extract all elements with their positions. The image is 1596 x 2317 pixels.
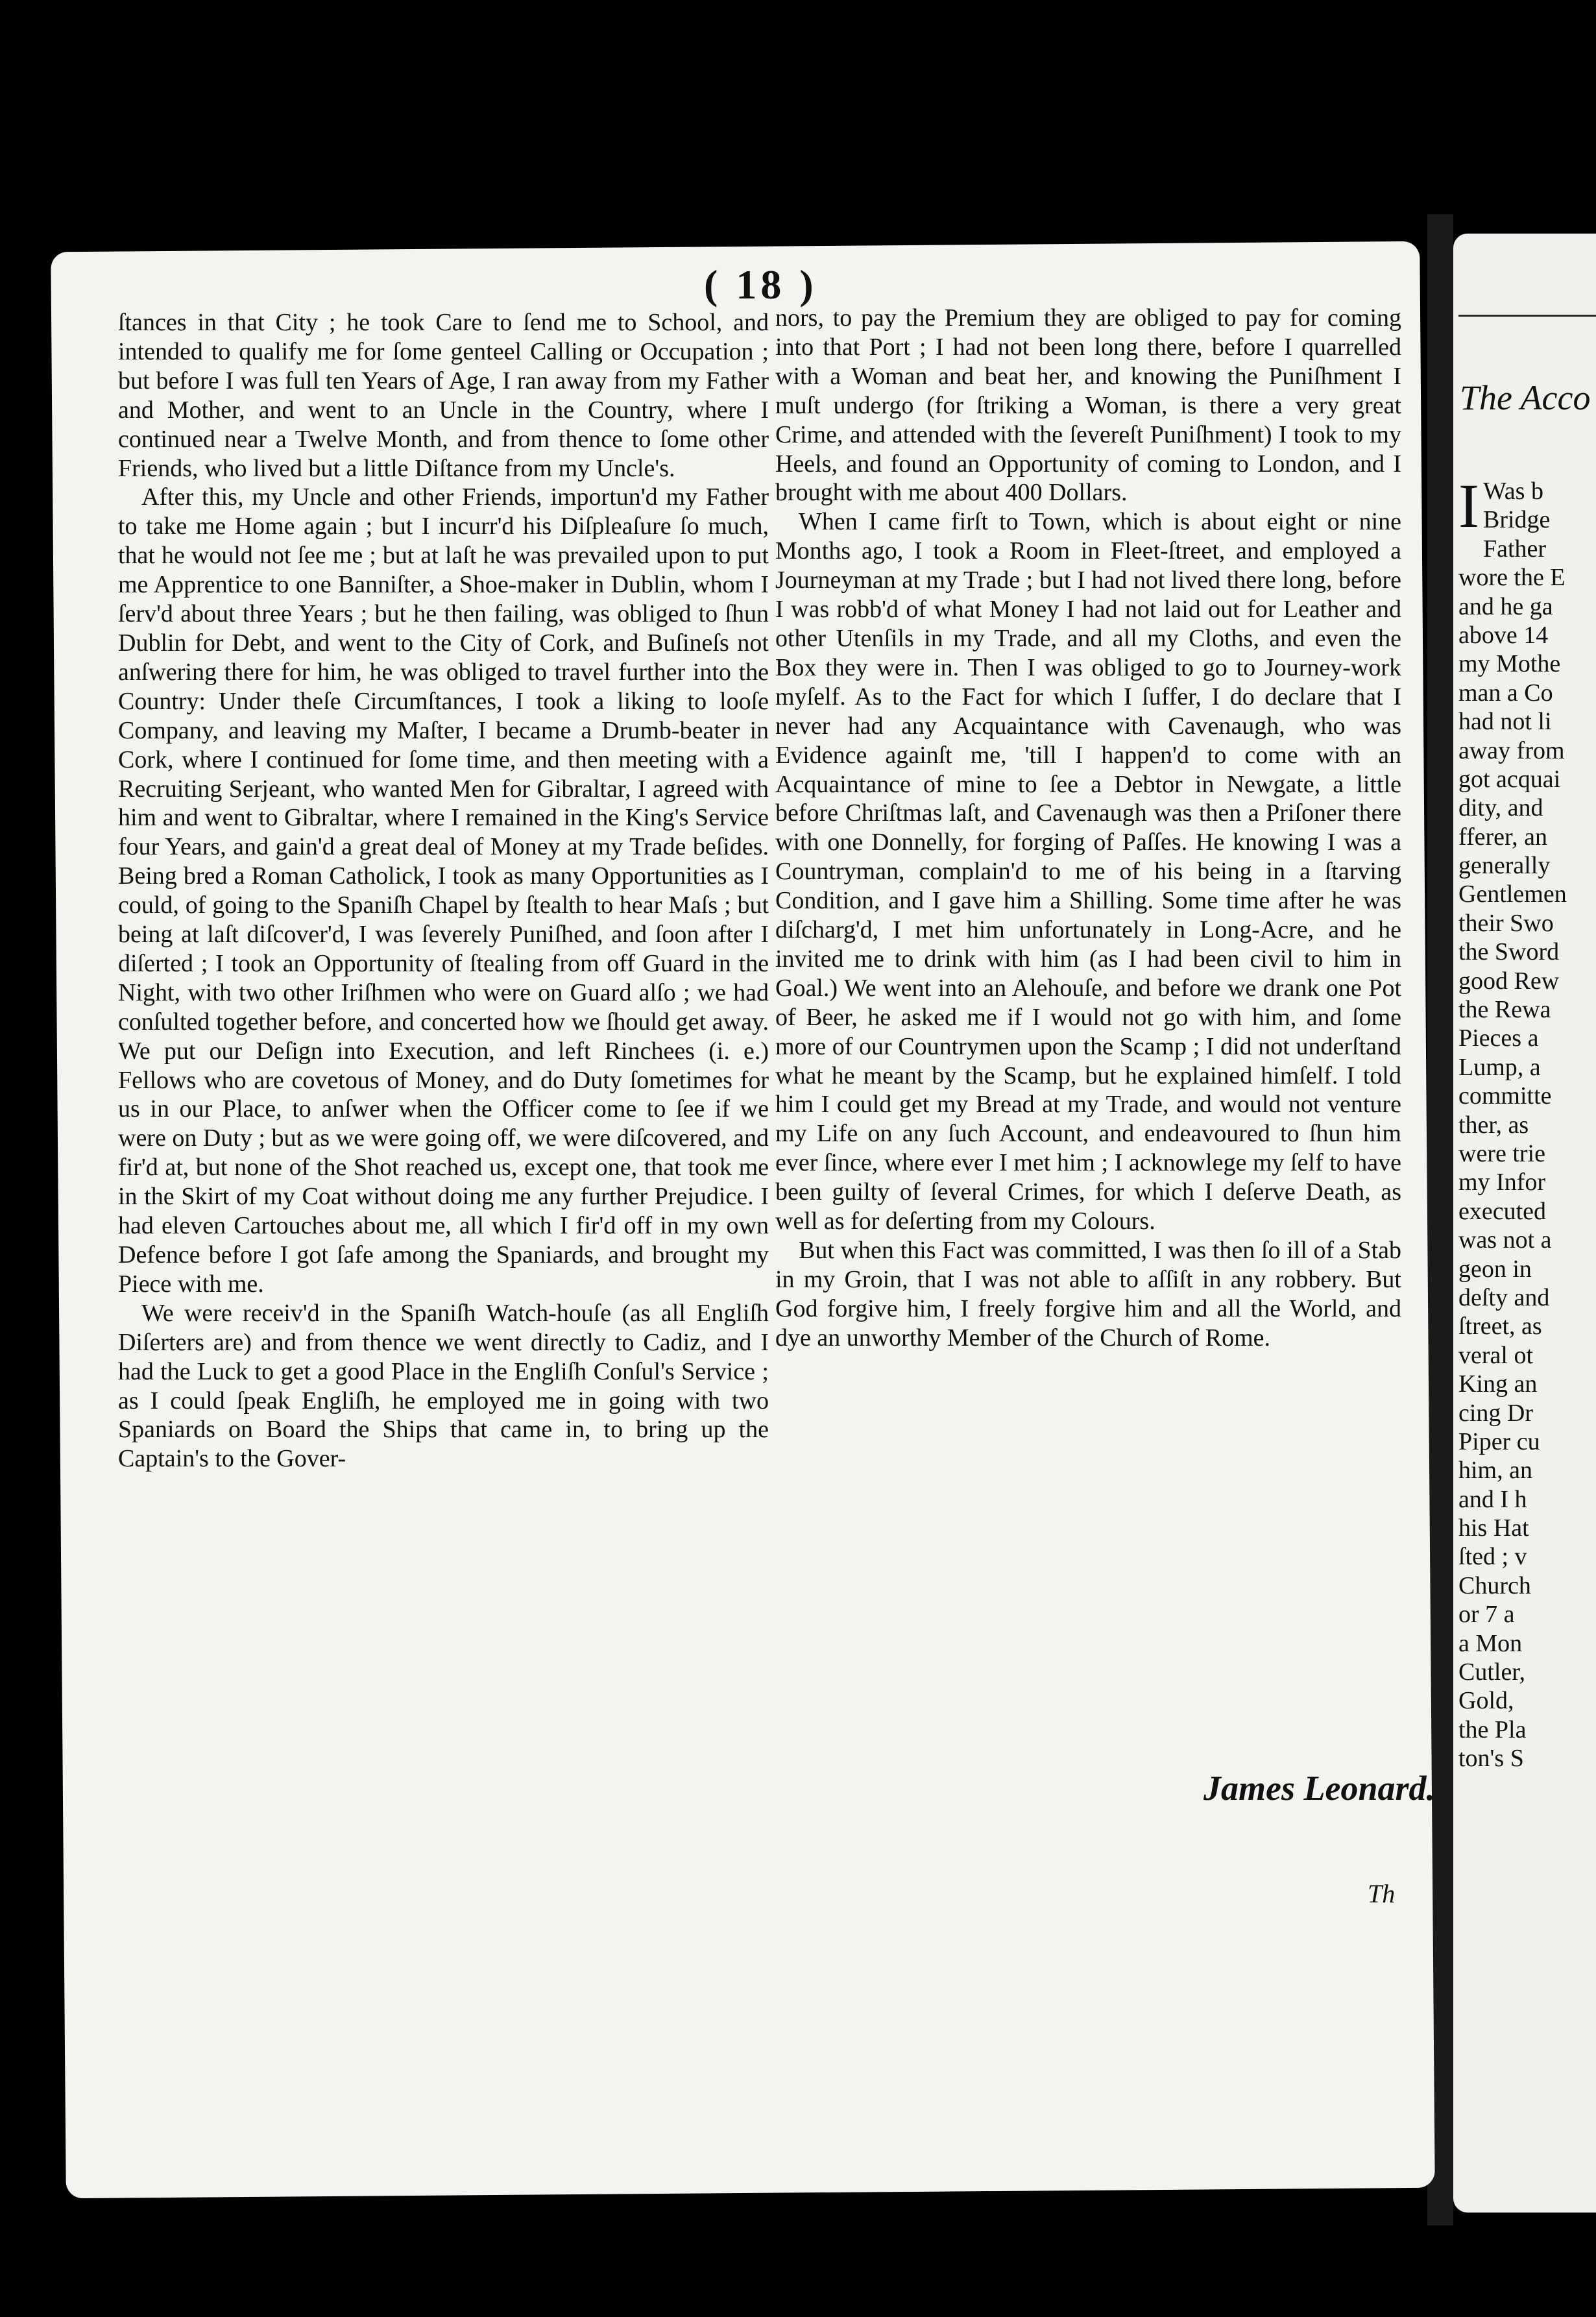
right-column	[775, 304, 1401, 1353]
adjacent-line: were trie	[1458, 1139, 1545, 1167]
adjacent-line: or 7 a	[1458, 1601, 1515, 1629]
adjacent-line: and I h	[1458, 1485, 1527, 1513]
right-paragraph-2: When I came firſt to Town, which is about eight or nine Months ago, I took a Room in Fleet-ſtreet, and employed a Journeyman at my Trade ; but I had not lived there long, before I was robb'd of what Money I had not laid out for Leather and other Utenſils in my Trade, and all my Cloths, and even the Box they were in. Then I was obliged to go to Journey-work myſelf. As to the Fact for which I ſuffer, I do declare that I never had any Acquaintance with Cavenaugh, who was Evidence againſt me, 'till I happen'd to come with an Acquaintance of mine to ſee a Debtor in Newgate, a little before Chriſtmas laſt, and Cavenaugh was then a Priſoner there with one Donnelly, for forging of Paſſes. He knowing I was a Countryman, complain'd to me of his being in a ſtarving Condition, and I gave him a Shilling. Some time after he was diſcharg'd, I met him unfortunately in Long-Acre, and he invited me to drink with him (as I had been civil to him in Goal.) We went into an Alehouſe, and before we drank one Pot of Beer, he asked me if I would not go with him, and ſome more of our Countrymen upon the Scamp ; I did not underſtand what he meant by the Scamp, but he explained himſelf. I told him I could get my Bread at my Trade, and would not venture my Life on any ſuch Account, and endeavoured to ſhun him ever ſince, where ever I met him ; I acknowlege my ſelf to have been guilty of ſeveral Crimes, for which I deſerve Death, as well as for deſerting from my Colours.	[775, 508, 1401, 1235]
adjacent-line: the Rewa	[1458, 996, 1551, 1024]
adjacent-line: fferer, an	[1458, 823, 1548, 851]
adjacent-line: Piper cu	[1458, 1427, 1540, 1455]
adjacent-line: geon in	[1458, 1255, 1532, 1283]
adjacent-line: Gentlemen	[1458, 880, 1567, 908]
adjacent-line: ſtreet, as	[1458, 1313, 1542, 1340]
adjacent-line: generally	[1458, 852, 1551, 880]
adjacent-line: Bridge	[1482, 506, 1551, 534]
adjacent-line: my Mothe	[1458, 650, 1561, 678]
adjacent-page-text	[1458, 471, 1567, 1773]
adjacent-line: the Pla	[1458, 1716, 1527, 1743]
adjacent-line: Cutler,	[1458, 1658, 1525, 1686]
adjacent-page-dropcap: I	[1458, 471, 1479, 540]
adjacent-line: good Rew	[1458, 967, 1560, 995]
adjacent-line: executed	[1458, 1197, 1547, 1225]
adjacent-line: King an	[1458, 1370, 1538, 1398]
adjacent-page	[1453, 234, 1596, 2213]
adjacent-line: their Swo	[1458, 909, 1554, 937]
adjacent-page-header: The Acco	[1460, 378, 1591, 417]
adjacent-line: committe	[1458, 1082, 1552, 1110]
left-paragraph-3: We were receiv'd in the Spaniſh Watch-houſe (as all Engliſh Diſerters are) and from thence we went directly to Cadiz, and I had the Luck to get a good Place in the Engliſh Conſul's Service ; as I could ſpeak Engliſh, he employed me in going with two Spaniards on Board the Ships that came in, to bring up the Captain's to the Gover-	[118, 1299, 769, 1473]
left-paragraph-1: ſtances in that City ; he took Care to ſend me to School, and intended to qualify me for ſome genteel Calling or Occupation ; but before I was full ten Years of Age, I ran away from my Father and Mother, and went to an Uncle in the Country, where I continued near a Twelve Month, and from thence to ſome other Friends, who lived but a little Diſtance from my Uncle's.	[118, 309, 769, 482]
page-number: ( 18 )	[704, 261, 817, 308]
left-column	[118, 308, 769, 1474]
adjacent-line: veral ot	[1458, 1341, 1534, 1369]
signature: James Leonard.	[1203, 1769, 1435, 1808]
adjacent-line: ton's S	[1458, 1745, 1524, 1773]
adjacent-line: man a Co	[1458, 679, 1553, 707]
adjacent-line: had not li	[1458, 708, 1552, 736]
adjacent-line: got acquai	[1458, 765, 1561, 793]
adjacent-line: was not a	[1458, 1226, 1552, 1254]
adjacent-line: my Infor	[1458, 1169, 1546, 1196]
right-paragraph-1: nors, to pay the Premium they are obliged to pay for coming into that Port ; I had not been long there, before I quarrelled with a Woman and beat her, and knowing the Puniſhment I muſt undergo (for ſtriking a Woman, is there a very great Crime, and attended with the ſevereſt Puniſhment) I took to my Heels, and found an Opportunity of coming to London, and I brought with me about 400 Dollars.	[775, 304, 1401, 507]
adjacent-line: Lump, a	[1458, 1053, 1541, 1081]
adjacent-line: above 14	[1458, 621, 1549, 649]
adjacent-line: and he ga	[1458, 592, 1553, 620]
adjacent-line: deſty and	[1458, 1283, 1550, 1311]
adjacent-line: Father	[1482, 535, 1547, 563]
adjacent-line: Gold,	[1458, 1687, 1514, 1715]
left-paragraph-2: After this, my Uncle and other Friends, importun'd my Father to take me Home again ; but I incurr'd his Diſpleaſure ſo much, that he would not ſee me ; but at laſt he was prevailed upon to put me Apprentice to one Banniſter, a Shoe-maker in Dublin, whom I ſerv'd about three Years ; but he then failing, was obliged to ſhun Dublin for Debt, and went to the City of Cork, and Buſineſs not anſwering there for him, he was obliged to travel further into the Country: Under theſe Circumſtances, I took a liking to looſe Company, and leaving my Maſter, I became a Drumb-beater in Cork, where I continued for ſome time, and then meeting with a Recruiting Serjeant, who wanted Men for Gibraltar, I agreed with him and went to Gibraltar, where I remained in the King's Service four Years, and gain'd a great deal of Money at my Trade beſides. Being bred a Roman Catholick, I took as many Opportunities as I could, of going to the Spaniſh Chapel by ſtealth to hear Maſs ; but being at laſt diſcover'd, I was ſeverely Puniſhed, and ſoon after I diſerted ; I took an Opportunity of ſtealing from off Guard in the Night, with two other Iriſhmen who were on Guard alſo ; we had conſulted together before, and concerted how we ſhould get away. We put our Deſign into Execution, and left Rinchees (i. e.) Fellows who are covetous of Money, and do Duty ſometimes for us in our Place, to anſwer when the Officer come to ſee if we were on Duty ; but as we were going off, we were diſcovered, and fir'd at, but none of the Shot reached us, except one, that took me in the Skirt of my Coat without doing me any further Prejudice. I had eleven Cartouches about me, all which I fir'd off in my own Defence before I got ſafe among the Spaniards, and brought my Piece with me.	[118, 483, 769, 1298]
right-paragraph-3: But when this Fact was committed, I was then ſo ill of a Stab in my Groin, that I was not able to aſſiſt in any robbery. But God forgive him, I freely forgive him and all the World, and dye an unworthy Member of the Church of Rome.	[775, 1237, 1401, 1352]
catchword: Th	[1368, 1879, 1396, 1908]
adjacent-line: ther, as	[1458, 1111, 1529, 1139]
adjacent-line: a Mon	[1458, 1629, 1523, 1657]
adjacent-line: away from	[1458, 736, 1565, 764]
adjacent-line: wore the E	[1458, 564, 1566, 592]
adjacent-line: cing Dr	[1458, 1399, 1534, 1427]
adjacent-line: his Hat	[1458, 1514, 1529, 1542]
adjacent-line: Was b	[1482, 478, 1543, 505]
adjacent-line: ſted ; v	[1458, 1543, 1527, 1571]
adjacent-line: Church	[1458, 1571, 1531, 1599]
adjacent-line: him, an	[1458, 1457, 1532, 1485]
adjacent-line: Pieces a	[1458, 1025, 1539, 1052]
adjacent-page-rule	[1458, 315, 1596, 317]
adjacent-line: the Sword	[1458, 938, 1560, 966]
adjacent-line: dity, and	[1458, 794, 1543, 822]
